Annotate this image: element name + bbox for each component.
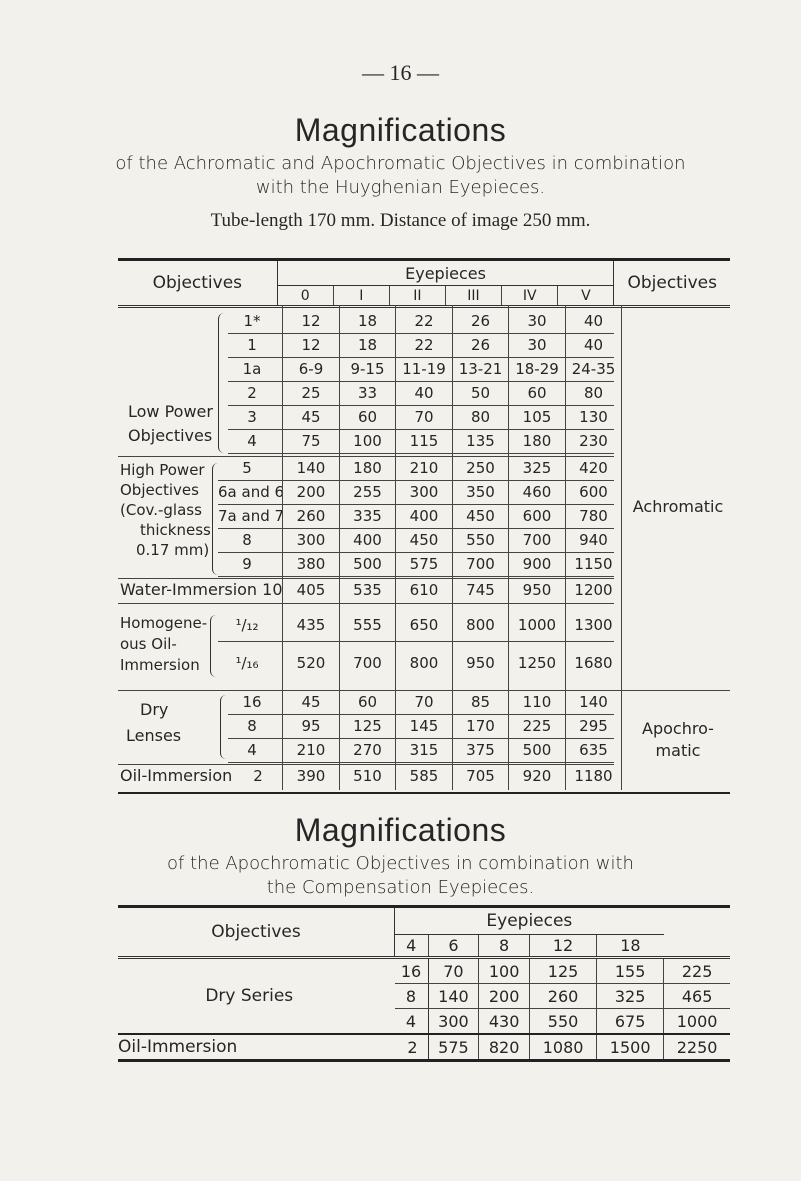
value-cell: 18	[357, 336, 378, 354]
value-cell: 210	[296, 741, 326, 759]
objective-index: 1	[247, 336, 257, 354]
oil-immersion-label: Oil-Immersion	[118, 1034, 395, 1061]
eyepiece-header: II	[389, 286, 445, 307]
water-immersion-label: Water-Immersion 10	[120, 580, 283, 599]
value-cell: 60	[357, 408, 378, 426]
value-cell: 18	[357, 312, 378, 330]
value-cell: 115	[409, 432, 439, 450]
objective-index: 16	[395, 958, 429, 984]
value-cell: 12	[301, 312, 321, 330]
value-cell: 95	[301, 717, 321, 735]
value-cell: 350	[466, 483, 495, 501]
table1-body	[118, 305, 730, 794]
header-objectives-right: Objectives	[614, 260, 730, 307]
value-cell: 295	[579, 717, 608, 735]
objective-index: ¹/₁₆	[235, 654, 259, 672]
objective-index: 4	[247, 432, 257, 450]
value-cell: 135	[466, 432, 495, 450]
value-cell: 200	[479, 984, 530, 1009]
objective-index: 1a	[242, 360, 262, 378]
value-cell: 100	[353, 432, 382, 450]
t2-eyepiece-header: 8	[479, 935, 530, 958]
value-cell: 230	[579, 432, 608, 450]
value-cell: 380	[296, 555, 326, 573]
high-power-label: High Power	[120, 461, 205, 479]
value-cell: 585	[409, 767, 439, 785]
value-cell: 270	[353, 741, 382, 759]
section1-subtitle-1: of the Achromatic and Apochromatic Objectives in combination	[115, 153, 686, 174]
value-cell: 635	[579, 741, 608, 759]
rule-line	[565, 305, 566, 790]
value-cell: 1150	[574, 555, 613, 573]
value-cell: 705	[466, 767, 495, 785]
section1-title: Magnifications	[294, 112, 507, 148]
objective-index: 8	[395, 984, 429, 1009]
value-cell: 920	[522, 767, 552, 785]
brace-icon	[218, 313, 225, 453]
value-cell: 300	[296, 531, 326, 549]
value-cell: 1000	[517, 616, 557, 634]
value-cell: 950	[466, 654, 495, 672]
rule-line	[395, 305, 396, 790]
value-cell: 390	[296, 767, 326, 785]
value-cell: 30	[527, 336, 547, 354]
value-cell: 555	[353, 616, 382, 634]
value-cell: 1680	[574, 654, 613, 672]
value-cell: 800	[409, 654, 439, 672]
high-power-label: 0.17 mm)	[136, 541, 210, 559]
value-cell: 600	[579, 483, 608, 501]
value-cell: 140	[579, 693, 608, 711]
objective-index: 8	[242, 531, 252, 549]
value-cell: 700	[522, 531, 552, 549]
value-cell: 1200	[574, 581, 613, 599]
value-cell: 315	[409, 741, 439, 759]
value-cell: 250	[466, 459, 495, 477]
value-cell: 575	[409, 555, 439, 573]
apochromatic-label: matic	[655, 741, 701, 760]
objective-index: 16	[242, 693, 262, 711]
homogeneous-label: Immersion	[120, 656, 200, 674]
value-cell: 575	[428, 1034, 479, 1061]
value-cell: 6-9	[298, 360, 324, 378]
objective-index: 4	[247, 741, 257, 759]
value-cell: 45	[301, 408, 321, 426]
dry-lenses-label: Lenses	[126, 726, 182, 745]
value-cell: 430	[479, 1009, 530, 1035]
value-cell: 465	[664, 984, 730, 1009]
brace-icon	[210, 615, 217, 677]
value-cell: 70	[414, 693, 434, 711]
value-cell: 26	[470, 312, 491, 330]
objective-index: 8	[247, 717, 257, 735]
high-power-label: thickness	[140, 521, 211, 539]
rule-line	[228, 762, 614, 763]
value-cell: 125	[353, 717, 382, 735]
objective-index: 1*	[243, 312, 261, 330]
value-cell: 50	[470, 384, 491, 402]
value-cell: 650	[409, 616, 439, 634]
value-cell: 75	[301, 432, 321, 450]
value-cell: 300	[409, 483, 439, 501]
value-cell: 125	[530, 958, 597, 984]
value-cell: 550	[530, 1009, 597, 1035]
value-cell: 535	[353, 581, 382, 599]
value-cell: 700	[353, 654, 382, 672]
low-power-label: Objectives	[128, 426, 213, 445]
t2-header-objectives: Objectives	[118, 907, 395, 958]
rule-line	[282, 305, 283, 790]
magnification-table-compensation	[118, 905, 730, 1062]
header-objectives-left: Objectives	[118, 260, 277, 307]
value-cell: 1300	[574, 616, 613, 634]
value-cell: 675	[597, 1009, 664, 1035]
value-cell: 70	[428, 958, 479, 984]
high-power-label: (Cov.-glass	[120, 501, 202, 519]
objective-index: 9	[242, 555, 252, 573]
value-cell: 40	[414, 384, 434, 402]
value-cell: 405	[296, 581, 326, 599]
eyepiece-header: III	[445, 286, 501, 307]
value-cell: 325	[597, 984, 664, 1009]
eyepiece-header: V	[558, 286, 614, 307]
value-cell: 260	[530, 984, 597, 1009]
rule-line	[218, 641, 614, 642]
value-cell: 1250	[517, 654, 557, 672]
apochromatic-label: Apochro-	[642, 719, 714, 738]
value-cell: 900	[522, 555, 552, 573]
objective-index: 3	[247, 408, 257, 426]
value-cell: 40	[583, 336, 604, 354]
value-cell: 700	[466, 555, 495, 573]
t2-eyepiece-header: 12	[530, 935, 597, 958]
value-cell: 60	[527, 384, 547, 402]
section2-subtitle-2: the Compensation Eyepieces.	[266, 877, 535, 898]
t2-eyepiece-header: 6	[428, 935, 479, 958]
homogeneous-label: Homogene-	[120, 614, 208, 632]
brace-icon	[212, 463, 219, 575]
value-cell: 13-21	[458, 360, 503, 378]
header-eyepieces: Eyepieces	[405, 263, 486, 283]
value-cell: 110	[522, 693, 552, 711]
eyepiece-header: IV	[502, 286, 558, 307]
value-cell: 180	[522, 432, 552, 450]
value-cell: 400	[353, 531, 382, 549]
value-cell: 400	[409, 507, 439, 525]
oil-immersion-label: Oil-Immersion	[120, 766, 233, 785]
objective-index: 4	[395, 1009, 429, 1035]
value-cell: 22	[414, 312, 434, 330]
achromatic-label: Achromatic	[632, 497, 724, 516]
page-number: — 16 —	[362, 60, 439, 85]
value-cell: 510	[353, 767, 382, 785]
value-cell: 520	[296, 654, 326, 672]
value-cell: 24-35	[571, 360, 616, 378]
high-power-label: Objectives	[120, 481, 199, 499]
value-cell: 800	[466, 616, 495, 634]
section1-subtitle-3: Tube-length 170 mm. Distance of image 250 mm.	[210, 210, 591, 231]
value-cell: 420	[579, 459, 608, 477]
value-cell: 550	[466, 531, 495, 549]
value-cell: 100	[479, 958, 530, 984]
value-cell: 225	[522, 717, 552, 735]
objective-index: 2	[247, 384, 257, 402]
objective-index: 6a and 6	[218, 483, 285, 501]
value-cell: 2250	[664, 1034, 730, 1061]
t2-eyepiece-header: 18	[597, 935, 664, 958]
value-cell: 80	[470, 408, 491, 426]
value-cell: 820	[479, 1034, 530, 1061]
value-cell: 9-15	[350, 360, 385, 378]
rule-line	[118, 603, 614, 604]
rule-line	[339, 305, 340, 790]
brace-icon	[220, 695, 227, 759]
rule-line	[228, 453, 614, 454]
value-cell: 1080	[530, 1034, 597, 1061]
rule-line	[218, 576, 614, 577]
section1-subtitle-2: with the Huyghenian Eyepieces.	[255, 177, 546, 198]
rule-line	[452, 305, 453, 790]
objective-index: ¹/₁₂	[235, 616, 259, 634]
value-cell: 950	[522, 581, 552, 599]
value-cell: 140	[428, 984, 479, 1009]
section2-title: Magnifications	[294, 812, 507, 848]
value-cell: 145	[409, 717, 439, 735]
section2-subtitle-1: of the Apochromatic Objectives in combination with	[167, 853, 634, 874]
value-cell: 1180	[574, 767, 613, 785]
objective-index: 2	[395, 1034, 429, 1061]
value-cell: 210	[409, 459, 439, 477]
table-row	[118, 958, 730, 984]
table-row	[118, 1034, 730, 1061]
value-cell: 610	[409, 581, 439, 599]
value-cell: 155	[597, 958, 664, 984]
value-cell: 780	[579, 507, 608, 525]
value-cell: 225	[664, 958, 730, 984]
value-cell: 80	[583, 384, 604, 402]
objective-index: 5	[242, 459, 252, 477]
value-cell: 1000	[664, 1009, 730, 1035]
value-cell: 33	[357, 384, 378, 402]
value-cell: 140	[296, 459, 326, 477]
eyepiece-header: 0	[277, 286, 333, 307]
dry-lenses-label: Dry	[140, 700, 169, 719]
value-cell: 450	[466, 507, 495, 525]
magnification-table-achromatic-apochromatic	[118, 258, 730, 308]
homogeneous-label: ous Oil-	[120, 635, 177, 653]
value-cell: 1500	[597, 1034, 664, 1061]
value-cell: 60	[357, 693, 378, 711]
value-cell: 25	[301, 384, 321, 402]
objective-index: 7a and 7	[218, 507, 285, 525]
value-cell: 85	[470, 693, 491, 711]
value-cell: 325	[522, 459, 552, 477]
eyepiece-header: I	[333, 286, 389, 307]
value-cell: 500	[353, 555, 382, 573]
value-cell: 300	[428, 1009, 479, 1035]
value-cell: 375	[466, 741, 495, 759]
value-cell: 40	[583, 312, 604, 330]
value-cell: 170	[466, 717, 495, 735]
value-cell: 18-29	[515, 360, 559, 378]
value-cell: 600	[522, 507, 552, 525]
value-cell: 335	[353, 507, 382, 525]
value-cell: 130	[579, 408, 608, 426]
rule-line	[508, 305, 509, 790]
value-cell: 200	[296, 483, 326, 501]
value-cell: 30	[527, 312, 547, 330]
value-cell: 500	[522, 741, 552, 759]
value-cell: 435	[296, 616, 326, 634]
value-cell: 45	[301, 693, 321, 711]
value-cell: 450	[409, 531, 439, 549]
objective-index: 2	[253, 767, 263, 785]
rule-line	[621, 305, 622, 790]
value-cell: 745	[466, 581, 495, 599]
value-cell: 105	[522, 408, 552, 426]
t2-eyepiece-header: 4	[395, 935, 429, 958]
value-cell: 180	[353, 459, 382, 477]
value-cell: 12	[301, 336, 321, 354]
value-cell: 260	[296, 507, 326, 525]
value-cell: 22	[414, 336, 434, 354]
value-cell: 460	[522, 483, 552, 501]
dry-series-label: Dry Series	[205, 986, 294, 1006]
t2-header-eyepieces: Eyepieces	[486, 911, 573, 931]
value-cell: 11-19	[402, 360, 446, 378]
value-cell: 70	[414, 408, 434, 426]
value-cell: 26	[470, 336, 491, 354]
value-cell: 940	[579, 531, 608, 549]
low-power-label: Low Power	[128, 402, 213, 421]
value-cell: 255	[353, 483, 382, 501]
